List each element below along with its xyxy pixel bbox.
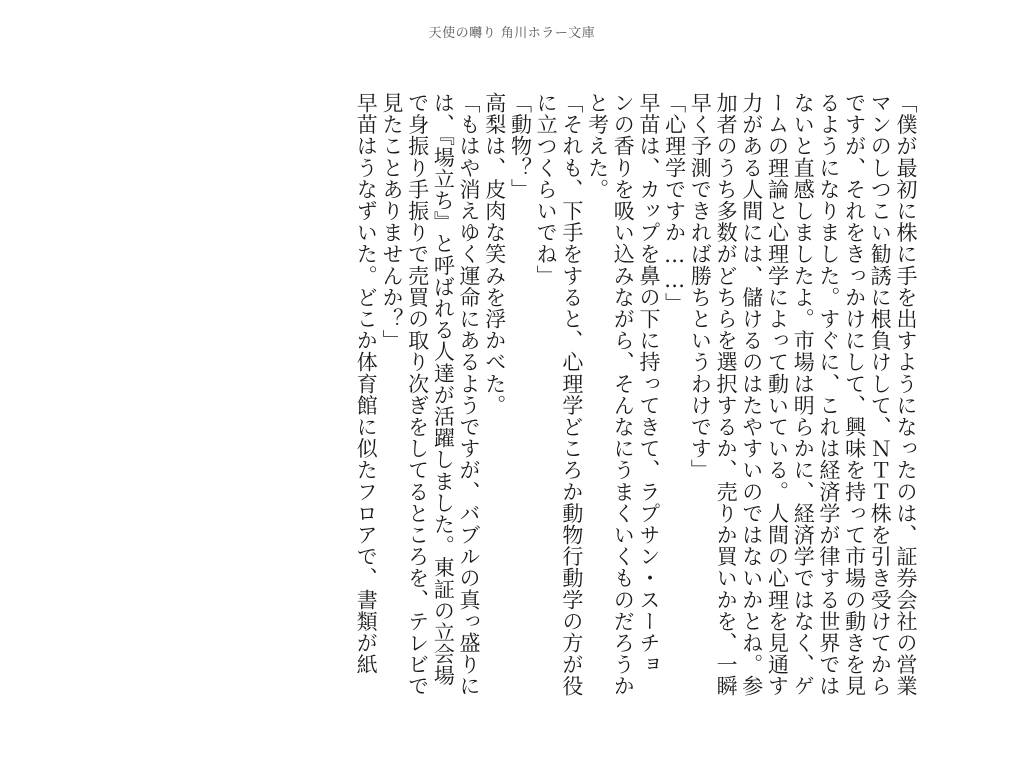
text-line: と考えた。	[585, 92, 610, 200]
vertical-text-column	[118, 92, 918, 702]
text-line: に立つくらいでね」	[534, 92, 559, 287]
text-line: 「心理学ですか……」	[662, 92, 687, 314]
text-line: ンの香りを吸い込みながら、そんなにうまくいくものだろうか	[611, 92, 636, 697]
text-line: ないと直感しましたよ。市場は明らかに、経済学ではなく、ゲ	[791, 92, 816, 697]
text-line: 加者のうち多数がどちらを選択するか、売りか買いかを、一瞬	[714, 92, 739, 697]
text-line: マンのしつこい勧誘に根負けして、ＮＴＴ株を引き受けてから	[868, 92, 893, 697]
page-body	[118, 92, 918, 732]
text-line: 見たことありませんか？」	[379, 92, 404, 352]
text-line: 「それも、下手をすると、心理学どころか動物行動学の方が役	[559, 92, 584, 697]
text-line: ームの理論と心理学によって動いている。人間の心理を見通す	[765, 92, 790, 697]
text-line: 早苗はうなずいた。どこか体育館に似たフロアで、書類が紙	[354, 92, 379, 676]
text-line: るようになりました。すぐに、これは経済学が律する世界では	[816, 92, 841, 697]
text-line: 「もはや消えゆく運命にあるようですが、バブルの真っ盛りに	[457, 92, 482, 697]
text-line: 早く予測できれば勝ちというわけです」	[688, 92, 713, 481]
text-line: 早苗は、カップを鼻の下に持ってきて、ラプサン・スーチョ	[636, 92, 661, 676]
text-line: ですが、それをきっかけにして、興味を持って市場の動きを見	[842, 92, 867, 697]
text-line: 「僕が最初に株に手を出すようになったのは、証券会社の営業	[894, 92, 918, 697]
book-title-header: 天使の囀り 角川ホラー文庫	[428, 26, 596, 41]
text-line: 力がある人間には、儲けるのはたやすいのではないかとね。参	[739, 92, 764, 697]
text-line: 高梨は、皮肉な笑みを浮かべた。	[482, 92, 507, 416]
text-line: は、『場立ち』と呼ばれる人達が活躍しました。東証の立会場	[431, 92, 456, 687]
text-line: で身振り手振りで売買の取り次ぎをしてるところを、テレビで	[405, 92, 430, 697]
text-line: 「動物？」	[508, 92, 533, 200]
